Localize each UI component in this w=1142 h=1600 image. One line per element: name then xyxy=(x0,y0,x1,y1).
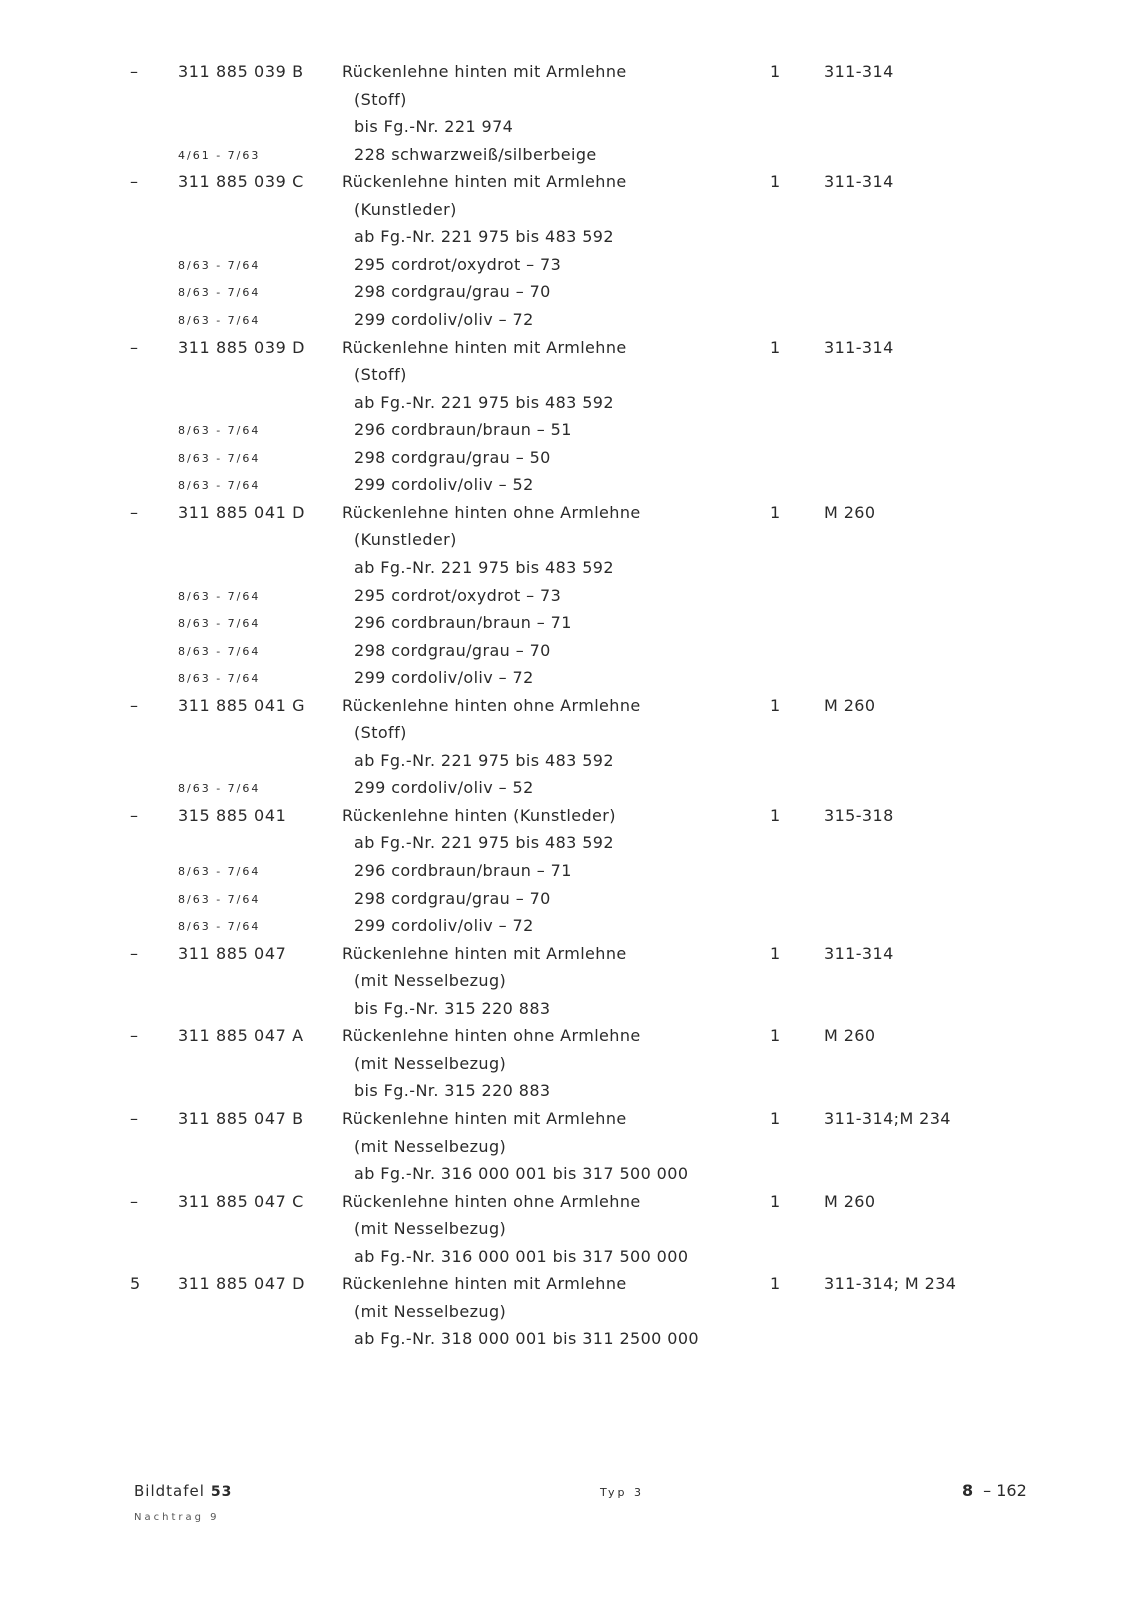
detail-row xyxy=(0,227,1142,253)
quantity: 1 xyxy=(770,695,781,715)
position-number: – xyxy=(130,1191,139,1211)
detail-row xyxy=(0,613,1142,639)
page-section: 8 xyxy=(962,1481,974,1500)
part-number: 311 885 041 D xyxy=(178,502,305,522)
date-range: 8/63 - 7/64 xyxy=(178,451,261,465)
description: 298 cordgrau/grau – 70 xyxy=(354,888,551,908)
position-number: – xyxy=(130,502,139,522)
model-code: 315-318 xyxy=(824,805,894,825)
date-range: 8/63 - 7/64 xyxy=(178,314,261,327)
date-range: 4/61 - 7/63 xyxy=(178,148,261,162)
date-range: 8/63 - 7/64 xyxy=(178,479,261,493)
position-number: 5 xyxy=(130,1274,141,1294)
part-number: 315 885 041 xyxy=(178,805,287,825)
description: 299 cordoliv/oliv – 72 xyxy=(354,916,534,936)
quantity: 1 xyxy=(770,805,781,825)
quantity: 1 xyxy=(770,62,781,81)
description: Rückenlehne hinten (Kunstleder) xyxy=(342,805,616,825)
quantity: 1 xyxy=(770,1274,781,1294)
detail-row xyxy=(0,999,1142,1025)
model-code: 311-314; M 234 xyxy=(824,1274,957,1294)
detail-row xyxy=(0,751,1142,777)
detail-row xyxy=(0,530,1142,556)
page-number: 8 – 162 xyxy=(962,1481,1027,1500)
detail-row xyxy=(0,420,1142,446)
detail-row xyxy=(0,1247,1142,1273)
date-range: 8/63 - 7/64 xyxy=(178,865,261,878)
description: (Stoff) xyxy=(354,723,407,743)
detail-row xyxy=(0,1164,1142,1190)
description: 299 cordoliv/oliv – 52 xyxy=(354,475,534,495)
part-number: 311 885 047 xyxy=(178,943,287,963)
model-code: 311-314 xyxy=(824,943,894,963)
detail-row xyxy=(0,90,1142,116)
description: Rückenlehne hinten ohne Armlehne xyxy=(342,502,641,522)
detail-row xyxy=(0,641,1142,667)
description: Rückenlehne hinten mit Armlehne xyxy=(342,337,627,357)
description: 295 cordrot/oxydrot – 73 xyxy=(354,254,562,274)
date-range: 8/63 - 7/64 xyxy=(178,892,261,906)
detail-row xyxy=(0,586,1142,612)
detail-row xyxy=(0,282,1142,308)
date-range: 8/63 - 7/64 xyxy=(178,424,261,438)
part-row xyxy=(0,944,1142,970)
quantity: 1 xyxy=(770,943,781,963)
detail-row xyxy=(0,916,1142,942)
description: Rückenlehne hinten mit Armlehne xyxy=(342,943,627,963)
description: ab Fg.-Nr. 221 975 bis 483 592 xyxy=(354,392,614,412)
part-number: 311 885 047 A xyxy=(178,1026,304,1046)
quantity: 1 xyxy=(770,502,781,522)
position-number: – xyxy=(130,1026,139,1046)
description: (Kunstleder) xyxy=(354,530,457,550)
model-code: M 260 xyxy=(824,1191,876,1211)
description: (Kunstleder) xyxy=(354,199,457,219)
detail-row xyxy=(0,723,1142,749)
part-row xyxy=(0,1274,1142,1300)
position-number: – xyxy=(130,695,139,715)
description: 298 cordgrau/grau – 70 xyxy=(354,640,551,660)
quantity: 1 xyxy=(770,1026,781,1046)
description: ab Fg.-Nr. 221 975 bis 483 592 xyxy=(354,750,614,770)
description: ab Fg.-Nr. 221 975 bis 483 592 xyxy=(354,557,614,577)
position-number: – xyxy=(130,62,139,81)
description: 228 schwarzweiß/silberbeige xyxy=(354,144,597,164)
model-code: M 260 xyxy=(824,695,876,715)
detail-row xyxy=(0,1054,1142,1080)
part-row xyxy=(0,338,1142,364)
position-number: – xyxy=(130,337,139,357)
detail-row xyxy=(0,117,1142,143)
detail-row xyxy=(0,200,1142,226)
detail-row xyxy=(0,833,1142,859)
description: ab Fg.-Nr. 221 975 bis 483 592 xyxy=(354,227,614,247)
detail-row xyxy=(0,971,1142,997)
date-range: 8/63 - 7/64 xyxy=(178,644,261,658)
detail-row xyxy=(0,255,1142,281)
detail-row xyxy=(0,365,1142,391)
quantity: 1 xyxy=(770,1191,781,1211)
description: (Stoff) xyxy=(354,89,407,109)
description: bis Fg.-Nr. 221 974 xyxy=(354,117,514,137)
detail-row xyxy=(0,475,1142,501)
detail-row xyxy=(0,558,1142,584)
description: 298 cordgrau/grau – 50 xyxy=(354,447,551,467)
description: Rückenlehne hinten mit Armlehne xyxy=(342,172,627,192)
description: 295 cordrot/oxydrot – 73 xyxy=(354,585,562,605)
date-range: 8/63 - 7/64 xyxy=(178,920,261,934)
detail-row xyxy=(0,310,1142,336)
detail-row xyxy=(0,1137,1142,1163)
description: bis Fg.-Nr. 315 220 883 xyxy=(354,1081,551,1101)
date-range: 8/63 - 7/64 xyxy=(178,782,261,796)
description: Rückenlehne hinten mit Armlehne xyxy=(342,1274,627,1294)
bildtafel-label: Bildtafel 53 xyxy=(134,1482,233,1500)
part-row xyxy=(0,172,1142,198)
detail-row xyxy=(0,1329,1142,1355)
detail-row xyxy=(0,778,1142,804)
position-number: – xyxy=(130,805,139,825)
part-number: 311 885 047 D xyxy=(178,1274,305,1294)
part-number: 311 885 047 B xyxy=(178,1108,304,1128)
description: 296 cordbraun/braun – 71 xyxy=(354,613,572,632)
description: (Stoff) xyxy=(354,365,407,385)
description: Rückenlehne hinten ohne Armlehne xyxy=(342,695,641,715)
nachtrag-label: Nachtrag 9 xyxy=(134,1512,220,1523)
date-range: 8/63 - 7/64 xyxy=(178,589,261,603)
part-row xyxy=(0,62,1142,88)
position-number: – xyxy=(130,172,139,192)
description: bis Fg.-Nr. 315 220 883 xyxy=(354,998,551,1018)
date-range: 8/63 - 7/64 xyxy=(178,617,261,630)
model-code: M 260 xyxy=(824,1026,876,1046)
date-range: 8/63 - 7/64 xyxy=(178,286,261,300)
description: Rückenlehne hinten mit Armlehne xyxy=(342,62,627,81)
detail-row xyxy=(0,448,1142,474)
detail-row xyxy=(0,393,1142,419)
detail-row xyxy=(0,1302,1142,1328)
part-row xyxy=(0,1026,1142,1052)
description: 296 cordbraun/braun – 71 xyxy=(354,861,572,880)
detail-row xyxy=(0,861,1142,887)
quantity: 1 xyxy=(770,1108,781,1128)
description: (mit Nesselbezug) xyxy=(354,1219,507,1239)
description: 296 cordbraun/braun – 51 xyxy=(354,420,572,440)
part-number: 311 885 041 G xyxy=(178,695,306,715)
model-code: M 260 xyxy=(824,502,876,522)
description: Rückenlehne hinten ohne Armlehne xyxy=(342,1191,641,1211)
detail-row xyxy=(0,1219,1142,1245)
model-code: 311-314 xyxy=(824,337,894,357)
description: ab Fg.-Nr. 318 000 001 bis 311 2500 000 xyxy=(354,1329,699,1349)
quantity: 1 xyxy=(770,172,781,192)
description: ab Fg.-Nr. 316 000 001 bis 317 500 000 xyxy=(354,1246,689,1266)
detail-row xyxy=(0,889,1142,915)
part-number: 311 885 039 C xyxy=(178,172,304,192)
description: (mit Nesselbezug) xyxy=(354,1301,507,1321)
part-row xyxy=(0,1109,1142,1135)
description: (mit Nesselbezug) xyxy=(354,1136,507,1156)
description: (mit Nesselbezug) xyxy=(354,971,507,991)
detail-row xyxy=(0,668,1142,694)
part-number: 311 885 047 C xyxy=(178,1191,304,1211)
date-range: 8/63 - 7/64 xyxy=(178,258,261,272)
description: 299 cordoliv/oliv – 52 xyxy=(354,778,534,798)
position-number: – xyxy=(130,943,139,963)
description: Rückenlehne hinten mit Armlehne xyxy=(342,1108,627,1128)
description: 299 cordoliv/oliv – 72 xyxy=(354,310,534,329)
part-row xyxy=(0,696,1142,722)
description: Rückenlehne hinten ohne Armlehne xyxy=(342,1026,641,1046)
part-row xyxy=(0,503,1142,529)
detail-row xyxy=(0,1081,1142,1107)
description: ab Fg.-Nr. 316 000 001 bis 317 500 000 xyxy=(354,1164,689,1183)
model-code: 311-314 xyxy=(824,62,894,81)
part-number: 311 885 039 D xyxy=(178,337,305,357)
part-row xyxy=(0,806,1142,832)
quantity: 1 xyxy=(770,337,781,357)
description: (mit Nesselbezug) xyxy=(354,1053,507,1073)
description: ab Fg.-Nr. 221 975 bis 483 592 xyxy=(354,833,614,853)
bildtafel-number: 53 xyxy=(210,1484,233,1500)
date-range: 8/63 - 7/64 xyxy=(178,672,261,686)
description: 299 cordoliv/oliv – 72 xyxy=(354,668,534,688)
detail-row xyxy=(0,145,1142,171)
position-number: – xyxy=(130,1108,139,1128)
part-number: 311 885 039 B xyxy=(178,62,304,81)
typ-label: Typ 3 xyxy=(600,1486,644,1499)
model-code: 311-314;M 234 xyxy=(824,1108,951,1128)
model-code: 311-314 xyxy=(824,172,894,192)
description: 298 cordgrau/grau – 70 xyxy=(354,282,551,302)
part-row xyxy=(0,1192,1142,1218)
